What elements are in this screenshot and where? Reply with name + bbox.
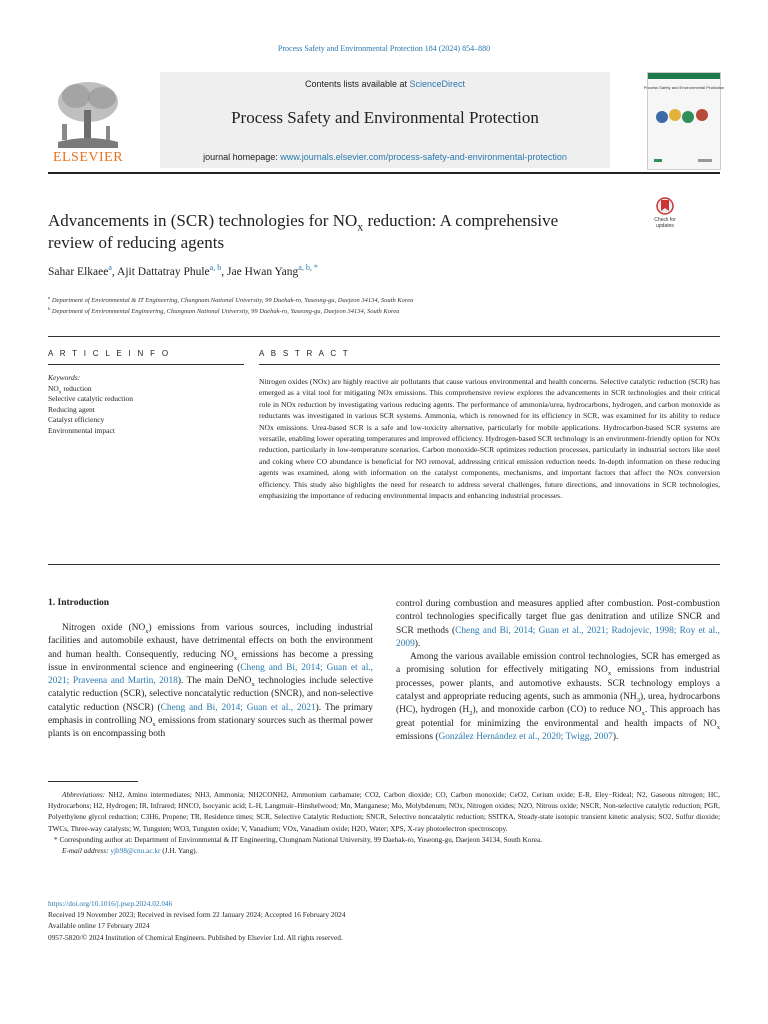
citation-link[interactable]: Cheng and Bi, 2014; Guan et al., 2021 (160, 702, 316, 713)
keyword[interactable]: Environmental impact (48, 425, 115, 435)
corresponding-author-note: * Corresponding author at: Department of Environmental & IT Engineering, Chungnam National University, 99 Daehak-ro, Yuseong-gu, Daejeon 34134, South Korea. (54, 834, 543, 844)
citation-link[interactable]: González Hernández et al., 2020; Twigg, 2007 (438, 731, 613, 742)
journal-title: Process Safety and Environmental Protection (231, 108, 539, 127)
author-name[interactable]: Sahar Elkaee (48, 266, 109, 278)
homepage-link[interactable]: www.journals.elsevier.com/process-safety-and-environmental-protection (280, 152, 567, 162)
citation-link[interactable]: Cheng and Bi, 2014; Guan et al., 2021; Radojevic, 1998; Roy et al., 2009 (396, 625, 720, 649)
keyword[interactable]: $NO_x$ reduction (48, 383, 92, 396)
paragraph: control during combustion and measures applied after combustion. Post-combustion control technologies specifically target flue gas denitration and utilize SNCR and SCR methods (Cheng and Bi, 2014; Guan et al., 2021; Radojevic, 1998; Roy et al., 2009). (396, 599, 720, 649)
author-name[interactable]: Jae Hwan Yang (227, 266, 299, 278)
affiliation: $^b$ Department of Environmental Engineering, Chungnam National University, 99 Daehak-ro, Yuseong-gu, Daejeon 34134, South Korea (48, 305, 400, 315)
author-name[interactable]: Ajit Dattatray Phule (117, 266, 210, 278)
received-dates: Received 19 November 2023; Received in revised form 22 January 2024; Accepted 16 February 2024 (48, 910, 346, 920)
footnotes (48, 789, 720, 856)
available-online: Available online 17 February 2024 (48, 921, 150, 931)
keyword[interactable]: Catalyst efficiency (48, 415, 105, 425)
affiliation: $^a$ Department of Environmental & IT Engineering, Chungnam National University, 99 Daehak-ro, Yuseong-gu, Daejeon 34134, South Korea (48, 294, 414, 304)
footnote-rule (48, 781, 138, 782)
abbreviations-footnote: Abbreviations: NH2, Amino intermediates; NH3, Ammonia; NH2CONH2, Ammonium carbamate; CO2, Carbon dioxide; CO, Carbon monoxide; CeO2, Cerium oxide; E-R, Eley−Rideal; N2, Gaseous nitrogen; HC, Hydrocarbons; H2, Hydrogen; IR, Infrared; HNCO, Isocyanic acid; L-H, Langmuir–Hinshelwood; Mn, Manganese; Mo, Molybdenum; NOx, Nitrogen oxides; N2O, Nitrous oxide; NSCR, Non-selective catalytic reduction; PGR, Polyethylene glycol reduction; C3H6, Propene; TR, Residence times; SCR, Selective Catalytic Reduction; SNCR, Selective noncatalytic reduction; SSITKA, Steady-state isotopic transient kinetic analysis; SO2, Sulfur dioxide; TWCs, Three-way catalysts; W, Tungsten; WO3, Tungsten oxide; V, Vanadium; VOx, Vanadium oxide; H2O, Water; XPS, X-ray photoelectron spectroscopy. (48, 790, 720, 833)
section-heading-introduction: 1. Introduction (48, 598, 110, 608)
contents-line: Contents lists available at ScienceDirect (304, 79, 466, 89)
affiliations (48, 295, 413, 317)
author-list: Sahar Elkaee$^a$, Ajit Dattatray Phule$^{a, b}$, Jae Hwan Yang$^{a, b, *}$ (48, 263, 318, 278)
author-affil-mark[interactable]: a, b, * (298, 263, 318, 273)
journal-reference[interactable]: Process Safety and Environmental Protection 184 (2024) 854–880 (277, 44, 491, 53)
publication-info (48, 898, 345, 943)
paragraph: Among the various available emission control technologies, SCR has emerged as a promising solution for effectively mitigating $NO_x$ emissions from industrial processes, power plants, and automotive exhausts. SCR technology employs a catalyst and appropriate reducing agents, such as ammonia $(NH_3)$, urea, hydrocarbons (HC), hydrogen $(H_2)$, and monoxide carbon (CO) to reduce $NO_x$. This approach has great potential for minimizing the environmental and health impacts of $NO_x$ emissions (González Hernández et al., 2020; Twigg, 2007). (396, 652, 720, 742)
article-info-rule (48, 364, 244, 365)
abstract-end-rule (48, 564, 720, 565)
journal-homepage: journal homepage: www.journals.elsevier.com/process-safety-and-environmental-protection (203, 152, 567, 162)
keywords-label: Keywords: (48, 373, 81, 382)
elsevier-wordmark: ELSEVIER (52, 150, 124, 165)
body-left-column (48, 622, 373, 742)
crossmark-line-1: Check for (654, 217, 676, 223)
journal-cover-thumbnail[interactable] (643, 72, 725, 170)
article-info-heading: A R T I C L E I N F O (48, 349, 171, 358)
check-for-updates-icon[interactable] (646, 196, 684, 230)
copyright: 0957-5820/© 2024 Institution of Chemical Engineers. Published by Elsevier Ltd. All rights reserved. (48, 932, 343, 942)
header-rule (48, 172, 720, 174)
keywords-block (48, 373, 133, 437)
email-link[interactable]: yjh98@cnu.ac.kr (110, 846, 161, 856)
email-line: E-mail address: yjh98@cnu.ac.kr (J.H. Yang). (62, 846, 198, 856)
keyword[interactable]: Reducing agent (48, 404, 95, 414)
body-right-column (396, 598, 720, 744)
abstract-heading: A B S T R A C T (259, 349, 350, 358)
sciencedirect-link[interactable]: ScienceDirect (409, 79, 466, 89)
author-affil-mark[interactable]: a, b (209, 263, 222, 273)
citation-link[interactable]: Cheng and Bi, 2014; Guan et al., 2021; Praveena and Martin, 2018 (48, 662, 373, 687)
keyword[interactable]: Selective catalytic reduction (48, 394, 133, 404)
abstract-rule (259, 364, 720, 365)
author-affil-mark[interactable]: a (108, 263, 112, 273)
section-rule (48, 336, 720, 337)
cover-title: Process Safety and Environmental Protection (643, 85, 725, 90)
article-title: Advancements in (SCR) technologies for $NO_x$ reduction: A comprehensive review of reducing agents (48, 211, 559, 252)
paragraph: Nitrogen oxide $(NO_x)$ emissions from various sources, including industrial facilities and automobile exhaust, have detrimental effects on both the environment and human health. Consequently, reducing $NO_x$ emissions has become a pressing issue in environmental science and engineering (Cheng and Bi, 2014; Guan et al., 2021; Praveena and Martin, 2018). The main DeNO$_x$ technologies include selective catalytic reduction (SCR), selective noncatalytic reduction (SNCR), and non-selective catalytic reduction (NSCR) (Cheng and Bi, 2014; Guan et al., 2021). The primary emphasis in controlling $NO_x$ emissions from stationary sources such as thermal power plants is on encompassing both (48, 623, 373, 740)
doi-link[interactable]: https://doi.org/10.1016/j.psep.2024.02.046 (48, 899, 173, 908)
crossmark-line-2: updates (656, 223, 674, 229)
abstract-text: Nitrogen oxides (NOx) are highly reactive air pollutants that cause various environmental and health concerns. Selective catalytic reduction (SCR) has emerged as a vital tool for mitigating NOx emissions. This comprehensive review explores the advancements in SCR technologies and their critical role in NOx reduction by investigating various reducing agents. The performance of ammonia/urea, hydrocarbons, hydrogen, and carbon monoxide as reductants was investigated in various SCR systems. Ammonia, which is renowned for its efficiency in SCR, was examined for its ability to reduce NOx emissions. Urea-based SCR is a safe and low-toxicity alternative, particularly for mobile applications. Hydrocarbon-based SCR systems are versatile, enabling lower operating temperatures and improved efficiency. Hydrogen-based SCR technology is an environment-friendly option for NOx reduction, particularly in low-temperature scenarios. Carbon monoxide-SCR optimizes reduction processes, particularly in industrial sectors like steel and coking where CO abundance is beneficial for NO removal, addressing critical emission reduction needs. In-depth information on these reducing agents was examined, along with information on the catalyst components, mechanisms, and important factors that affect the NOx conversion efficiency. This study also highlights the need for research to address several challenges, future directions, and innovations in SCR technologies, emphasizing the importance of reducing environmental impacts and enhancing industrial processes. (259, 377, 720, 501)
